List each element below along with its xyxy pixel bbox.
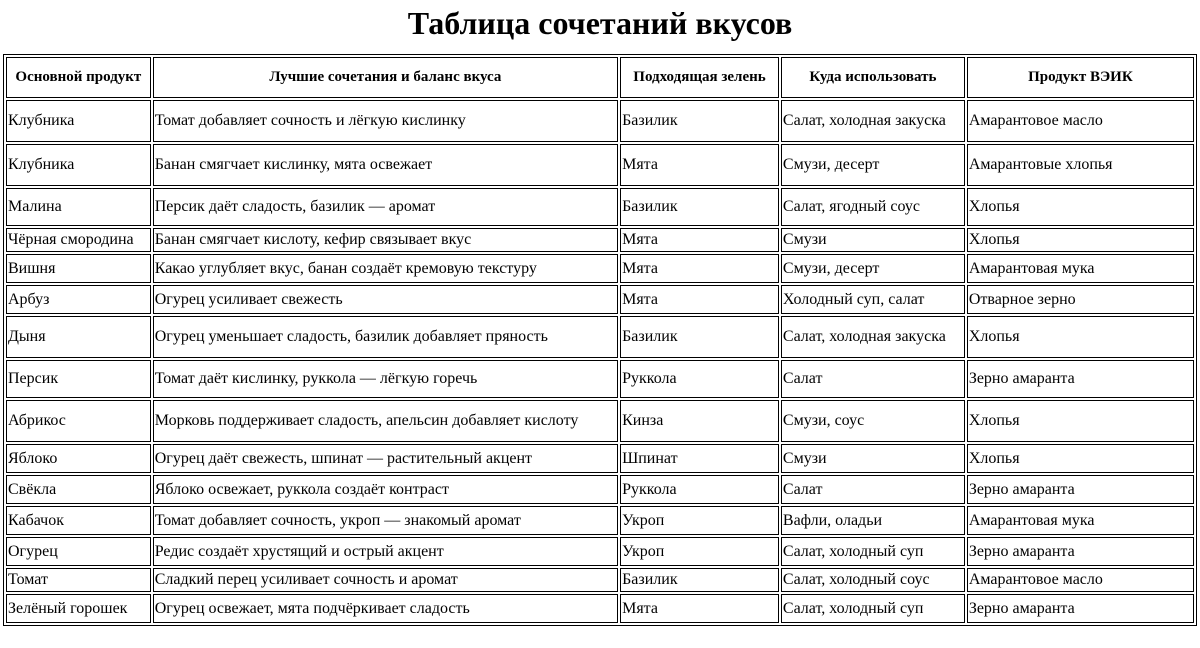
- cell-veik: Зерно амаранта: [967, 360, 1194, 398]
- cell-pairing: Томат добавляет сочность, укроп — знакомый аромат: [153, 506, 618, 535]
- cell-greens: Мята: [620, 144, 779, 186]
- cell-product: Огурец: [6, 537, 151, 566]
- table-row: [6, 316, 1194, 358]
- cell-product: Арбуз: [6, 285, 151, 314]
- cell-usage: Салат, холодный суп: [781, 594, 965, 623]
- flavor-pairing-table: [3, 54, 1197, 626]
- cell-pairing: Томат даёт кислинку, руккола — лёгкую горечь: [153, 360, 618, 398]
- cell-veik: Хлопья: [967, 444, 1194, 473]
- table-row: [6, 360, 1194, 398]
- cell-greens: Базилик: [620, 316, 779, 358]
- cell-pairing: Огурец усиливает свежесть: [153, 285, 618, 314]
- table-row: [6, 400, 1194, 442]
- cell-veik: Амарантовое масло: [967, 568, 1194, 592]
- table-row: [6, 285, 1194, 314]
- header-greens: Подходящая зелень: [620, 57, 779, 98]
- cell-pairing: Огурец освежает, мята подчёркивает сладость: [153, 594, 618, 623]
- cell-pairing: Сладкий перец усиливает сочность и аромат: [153, 568, 618, 592]
- cell-product: Персик: [6, 360, 151, 398]
- cell-veik: Хлопья: [967, 188, 1194, 226]
- cell-greens: Укроп: [620, 506, 779, 535]
- cell-veik: Амарантовые хлопья: [967, 144, 1194, 186]
- cell-usage: Салат, холодная закуска: [781, 316, 965, 358]
- cell-veik: Амарантовая мука: [967, 506, 1194, 535]
- cell-pairing: Огурец даёт свежесть, шпинат — растительный акцент: [153, 444, 618, 473]
- table-row: [6, 144, 1194, 186]
- header-usage: Куда использовать: [781, 57, 965, 98]
- cell-pairing: Банан смягчает кислинку, мята освежает: [153, 144, 618, 186]
- cell-product: Свёкла: [6, 475, 151, 504]
- cell-product: Малина: [6, 188, 151, 226]
- table-row: [6, 188, 1194, 226]
- cell-pairing: Морковь поддерживает сладость, апельсин добавляет кислоту: [153, 400, 618, 442]
- cell-pairing: Какао углубляет вкус, банан создаёт кремовую текстуру: [153, 254, 618, 283]
- cell-veik: Хлопья: [967, 228, 1194, 252]
- cell-product: Вишня: [6, 254, 151, 283]
- cell-greens: Мята: [620, 228, 779, 252]
- header-veik: Продукт ВЭИК: [967, 57, 1194, 98]
- cell-product: Кабачок: [6, 506, 151, 535]
- cell-greens: Укроп: [620, 537, 779, 566]
- cell-product: Чёрная смородина: [6, 228, 151, 252]
- cell-product: Дыня: [6, 316, 151, 358]
- cell-usage: Салат, холодный суп: [781, 537, 965, 566]
- cell-usage: Салат, ягодный соус: [781, 188, 965, 226]
- cell-pairing: Персик даёт сладость, базилик — аромат: [153, 188, 618, 226]
- cell-greens: Базилик: [620, 568, 779, 592]
- cell-usage: Смузи, десерт: [781, 254, 965, 283]
- cell-usage: Салат: [781, 475, 965, 504]
- table-row: [6, 254, 1194, 283]
- table-header-row: [6, 57, 1194, 98]
- cell-greens: Руккола: [620, 360, 779, 398]
- table-row: [6, 475, 1194, 504]
- cell-pairing: Томат добавляет сочность и лёгкую кислинку: [153, 100, 618, 142]
- cell-product: Зелёный горошек: [6, 594, 151, 623]
- table-row: [6, 594, 1194, 623]
- cell-pairing: Банан смягчает кислоту, кефир связывает вкус: [153, 228, 618, 252]
- cell-usage: Смузи: [781, 228, 965, 252]
- cell-usage: Смузи: [781, 444, 965, 473]
- cell-pairing: Редис создаёт хрустящий и острый акцент: [153, 537, 618, 566]
- cell-greens: Мята: [620, 594, 779, 623]
- cell-product: Клубника: [6, 144, 151, 186]
- cell-greens: Базилик: [620, 188, 779, 226]
- cell-usage: Салат, холодная закуска: [781, 100, 965, 142]
- page-title: Таблица сочетаний вкусов: [407, 5, 793, 41]
- cell-pairing: Огурец уменьшает сладость, базилик добавляет пряность: [153, 316, 618, 358]
- cell-greens: Мята: [620, 254, 779, 283]
- cell-usage: Салат: [781, 360, 965, 398]
- cell-pairing: Яблоко освежает, руккола создаёт контраст: [153, 475, 618, 504]
- cell-product: Абрикос: [6, 400, 151, 442]
- cell-veik: Хлопья: [967, 400, 1194, 442]
- header-product: Основной продукт: [6, 57, 151, 98]
- cell-veik: Амарантовая мука: [967, 254, 1194, 283]
- table-row: [6, 506, 1194, 535]
- cell-usage: Вафли, оладьи: [781, 506, 965, 535]
- table-row: [6, 100, 1194, 142]
- cell-veik: Хлопья: [967, 316, 1194, 358]
- table-row: [6, 228, 1194, 252]
- table-row: [6, 537, 1194, 566]
- cell-veik: Зерно амаранта: [967, 594, 1194, 623]
- cell-veik: Зерно амаранта: [967, 475, 1194, 504]
- cell-greens: Руккола: [620, 475, 779, 504]
- cell-product: Томат: [6, 568, 151, 592]
- cell-greens: Кинза: [620, 400, 779, 442]
- cell-veik: Отварное зерно: [967, 285, 1194, 314]
- table-row: [6, 444, 1194, 473]
- cell-product: Яблоко: [6, 444, 151, 473]
- cell-greens: Базилик: [620, 100, 779, 142]
- cell-usage: Салат, холодный соус: [781, 568, 965, 592]
- cell-usage: Смузи, десерт: [781, 144, 965, 186]
- cell-veik: Амарантовое масло: [967, 100, 1194, 142]
- table-row: [6, 568, 1194, 592]
- cell-veik: Зерно амаранта: [967, 537, 1194, 566]
- cell-greens: Шпинат: [620, 444, 779, 473]
- cell-usage: Смузи, соус: [781, 400, 965, 442]
- header-pairing: Лучшие сочетания и баланс вкуса: [153, 57, 618, 98]
- cell-product: Клубника: [6, 100, 151, 142]
- cell-greens: Мята: [620, 285, 779, 314]
- cell-usage: Холодный суп, салат: [781, 285, 965, 314]
